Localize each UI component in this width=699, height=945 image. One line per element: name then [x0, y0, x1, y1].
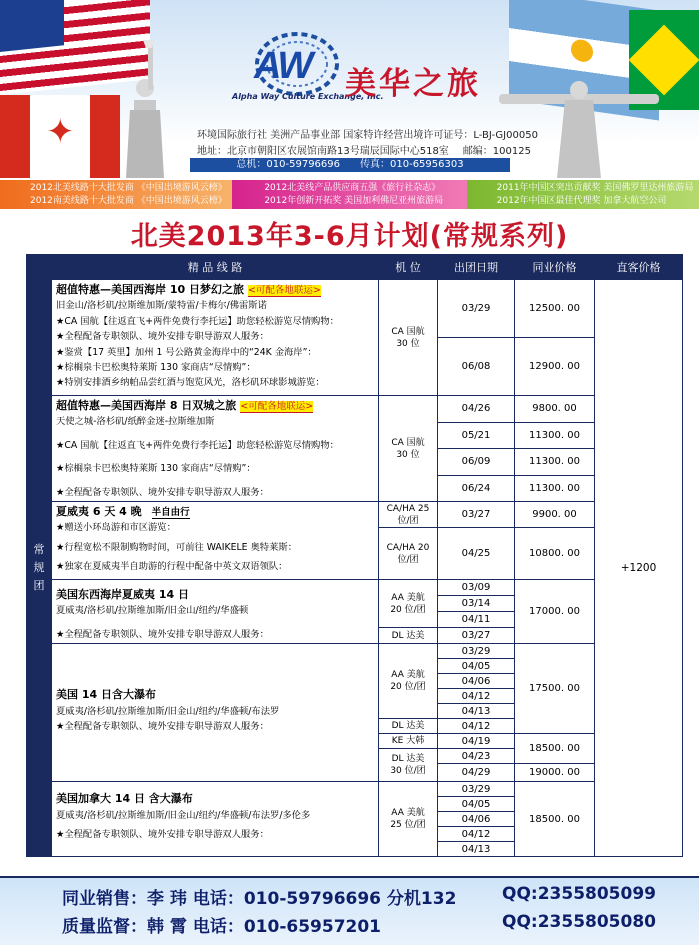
date-cell: 04/13	[438, 842, 515, 857]
price-cell: 11300. 00	[515, 449, 595, 476]
col-header-route: 精 品 线 路	[52, 255, 379, 280]
date-cell: 04/12	[438, 827, 515, 842]
license-line: 环境国际旅行社 美洲产品事业部 国家特许经营出境许可证号：L-BJ-GJ00050	[197, 130, 538, 141]
seat-cell: CA/HA 25 位/团	[379, 502, 438, 528]
award-band-orange: 2012北美线路十大批发商 《中国出境游风云榜》 2012南美线路十大批发商 《中国出境游风云榜》	[0, 180, 232, 209]
price-cell: 19000. 00	[515, 764, 595, 782]
route-cell: 美国东西海岸夏威夷 14 日 夏威夷/洛杉矶/拉斯维加斯/旧金山/纽约/华盛顿 ★全程配备专职领队、境外安排专职导游双人服务：	[52, 580, 379, 644]
route-cell: 美国 14 日含大瀑布 夏威夷/洛杉矶/拉斯维加斯/旧金山/纽约/华盛顿/布法罗 ★全程配备专职领队、境外安排专职导游双人服务：	[52, 644, 379, 782]
statue-of-liberty-image	[110, 40, 180, 178]
price-cell: 17500. 00	[515, 644, 595, 734]
date-cell: 03/27	[438, 502, 515, 528]
quality-qq: QQ:2355805080	[502, 912, 656, 932]
date-cell: 04/23	[438, 749, 515, 764]
date-cell: 04/13	[438, 704, 515, 719]
table-row	[27, 280, 683, 338]
table-row	[27, 782, 683, 797]
page-title: 北美2013年3-6月计划(常规系列)	[130, 221, 569, 252]
address-line: 地址：北京市朝阳区农展馆南路13号瑞辰国际中心518室 邮编：100125	[197, 146, 531, 157]
seat-cell: DL 达美	[379, 628, 438, 644]
award-band-pink: 2012北美线产品供应商五强《旅行社杂志》 2012年创新开拓奖 美国加利佛尼亚州旅游局	[232, 180, 466, 209]
col-header-direct-price: 直客价格	[595, 255, 683, 280]
route-cell: 美国加拿大 14 日 含大瀑布 夏威夷/洛杉矶/拉斯维加斯/旧金山/纽约/华盛顿/布法罗/多伦多 ★全程配备专职领队、境外安排专职导游双人服务：	[52, 782, 379, 857]
price-cell: 9900. 00	[515, 502, 595, 528]
date-cell: 04/05	[438, 659, 515, 674]
price-cell: 18500. 00	[515, 782, 595, 857]
route-cell: 超值特惠—美国西海岸 8 日双城之旅 <可配各地联运> 天使之城-洛杉矶/纸醉金迷-拉斯维加斯 ★CA 国航【往返直飞+两件免费行李托运】助您轻松游览尽情购物： ★棕榈泉卡巴松奥特莱斯 130 家商店“尽情购”： ★全程配备专职领队、境外安排专职导游双人服务：	[52, 396, 379, 502]
itinerary-table	[26, 254, 683, 857]
seat-cell: DL 达美	[379, 719, 438, 734]
table-header-row	[27, 255, 683, 280]
date-cell: 04/26	[438, 396, 515, 423]
direct-price-cell: +1200	[595, 280, 683, 857]
date-cell: 03/29	[438, 644, 515, 659]
quality-contact: 质量监督：韩 霄 电话：010-65957201 QQ:2355805080	[62, 912, 656, 937]
date-cell: 04/06	[438, 674, 515, 689]
date-cell: 03/29	[438, 782, 515, 797]
date-cell: 04/06	[438, 812, 515, 827]
seat-cell: CA 国航 30 位	[379, 396, 438, 502]
date-cell: 03/29	[438, 280, 515, 338]
date-cell: 03/14	[438, 596, 515, 612]
date-cell: 05/21	[438, 422, 515, 449]
date-cell: 06/08	[438, 338, 515, 396]
table-row	[27, 502, 683, 528]
contact-footer	[0, 876, 699, 945]
logo-mark: AW	[254, 45, 312, 87]
price-cell: 12900. 00	[515, 338, 595, 396]
date-cell: 04/25	[438, 528, 515, 580]
seat-cell: AA 美航 20 位/团	[379, 580, 438, 628]
table-row	[27, 580, 683, 596]
date-cell: 04/05	[438, 797, 515, 812]
price-cell: 11300. 00	[515, 422, 595, 449]
canada-flag-image: ✦	[0, 95, 120, 178]
table-row	[27, 396, 683, 423]
date-cell: 04/29	[438, 764, 515, 782]
sales-qq: QQ:2355805099	[502, 884, 656, 904]
price-cell: 11300. 00	[515, 475, 595, 502]
award-band-green: 2011年中国区突出贡献奖 美国佛罗里达州旅游局 2012年中国区最佳代理奖 加拿大航空公司	[467, 180, 699, 209]
date-cell: 04/12	[438, 719, 515, 734]
seat-cell: DL 达美 30 位/团	[379, 749, 438, 782]
route-cell: 夏威夷 6 天 4 晚 半自由行 ★赠送小环岛游和市区游览： ★行程宽松不限制购物时间，可前往 WAIKELE 奥特莱斯： ★独家在夏威夷半自助游的行程中配备中英文双语领队：	[52, 502, 379, 580]
price-cell: 17000. 00	[515, 580, 595, 644]
date-cell: 04/11	[438, 612, 515, 628]
seat-cell: AA 美航 20 位/团	[379, 644, 438, 719]
seat-cell: CA/HA 20 位/团	[379, 528, 438, 580]
date-cell: 04/19	[438, 734, 515, 749]
date-cell: 06/09	[438, 449, 515, 476]
date-cell: 06/24	[438, 475, 515, 502]
col-header-seats: 机 位	[379, 255, 438, 280]
price-cell: 12500. 00	[515, 280, 595, 338]
header-banner	[0, 0, 699, 178]
seat-cell: CA 国航 30 位	[379, 280, 438, 396]
seat-cell: AA 美航 25 位/团	[379, 782, 438, 857]
logo-chinese-name: 美华之旅	[345, 66, 481, 102]
group-label: 常 规 团	[27, 280, 52, 857]
awards-bands	[0, 180, 699, 209]
date-cell: 04/12	[438, 689, 515, 704]
route-cell: 超值特惠—美国西海岸 10 日梦幻之旅 <可配各地联运> 旧金山/洛杉矶/拉斯维加斯/蒙特雷/卡梅尔/佛雷斯诺 ★CA 国航【往返直飞+两件免费行李托运】助您轻松游览尽情购物： ★全程配备专职领队、境外安排专职导游双人服务： ★鉴赏【17 英里】加州 1 号公路黄金海岸中的“24K 金海岸”： ★棕榈泉卡巴松奥特莱斯 130 家商店“尽情购”： ★特别安排酒乡纳帕品尝红酒与饱览风光，洛杉矶环球影城游览：	[52, 280, 379, 396]
seat-cell: KE 大韩	[379, 734, 438, 749]
sales-contact: 同业销售：李 玮 电话：010-59796696 分机132 QQ:2355805099	[62, 884, 656, 909]
price-cell: 18500. 00	[515, 734, 595, 764]
price-cell: 9800. 00	[515, 396, 595, 423]
table-row	[27, 644, 683, 659]
logo-english-name: Alpha Way Culture Exchange, Inc.	[232, 92, 384, 101]
phone-bar: 总机：010-59796696 传真：010-65956303	[190, 158, 510, 172]
col-header-trade-price: 同业价格	[515, 255, 595, 280]
col-header-date: 出团日期	[438, 255, 515, 280]
date-cell: 03/27	[438, 628, 515, 644]
price-cell: 10800. 00	[515, 528, 595, 580]
corner-cell	[27, 255, 52, 280]
date-cell: 03/09	[438, 580, 515, 596]
